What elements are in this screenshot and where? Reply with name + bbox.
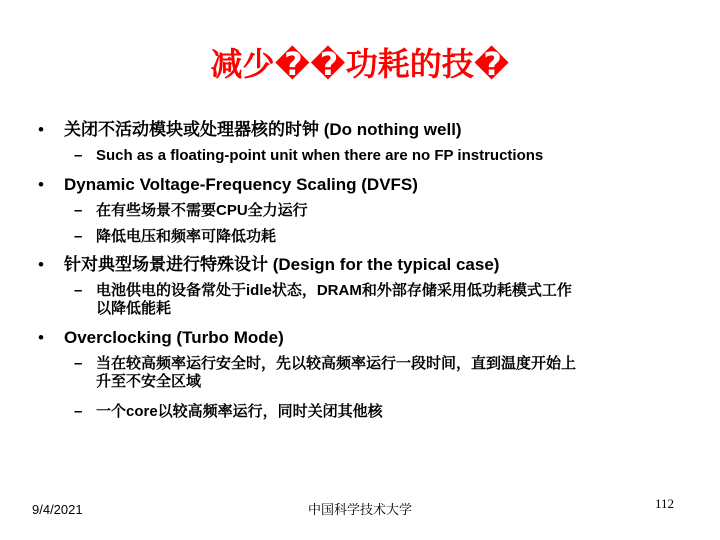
sub-bullet-continuation: 升至不安全区域 [96, 373, 202, 390]
dash-marker: – [74, 147, 83, 164]
bullet-text: 关闭不活动模块或处理器核的时钟 (Do nothing well) [64, 120, 462, 139]
sub-bullet-text: 在有些场景不需要CPU全力运行 [96, 202, 308, 219]
page-number: 112 [655, 496, 675, 511]
sub-bullet-item [74, 403, 383, 421]
bullet-text: Overclocking (Turbo Mode) [64, 328, 284, 347]
sub-bullet-text: 当在较高频率运行安全时，先以较高频率运行一段时间，直到温度开始上 [96, 355, 577, 372]
sub-bullet-item [74, 147, 543, 165]
bullet-marker: • [38, 328, 44, 347]
bullet-marker: • [38, 120, 44, 139]
sub-bullet-text: 一个core以较高频率运行，同时关闭其他核 [96, 403, 383, 420]
bullet-item [38, 119, 462, 141]
sub-bullet-text: Such as a floating-point unit when there are no FP instructions [96, 147, 544, 164]
sub-bullet-continuation: 以降低能耗 [96, 300, 172, 317]
slide-title: 减少��功耗的技� [210, 46, 510, 82]
sub-bullet-text: 电池供电的设备常处于idle状态，DRAM和外部存储采用低功耗模式工作 [96, 282, 572, 299]
sub-bullet-item [74, 202, 308, 220]
bullet-marker: • [38, 255, 44, 274]
bullet-text: 针对典型场景进行特殊设计 (Design for the typical case) [64, 255, 500, 274]
bullet-item [38, 254, 499, 276]
sub-bullet-item [74, 282, 572, 318]
bullet-text: Dynamic Voltage-Frequency Scaling (DVFS) [64, 175, 418, 194]
dash-marker: – [74, 282, 83, 299]
dash-marker: – [74, 403, 83, 420]
footer-date: 9/4/2021 [32, 502, 83, 517]
sub-bullet-text: 降低电压和频率可降低功耗 [96, 228, 277, 245]
dash-marker: – [74, 355, 83, 372]
bullet-item [38, 174, 418, 196]
dash-marker: – [74, 202, 83, 219]
footer-organization: 中国科学技术大学 [307, 502, 412, 517]
dash-marker: – [74, 228, 83, 245]
bullet-marker: • [38, 175, 44, 194]
sub-bullet-item [74, 228, 276, 246]
sub-bullet-item [74, 355, 576, 391]
bullet-item [38, 327, 284, 349]
